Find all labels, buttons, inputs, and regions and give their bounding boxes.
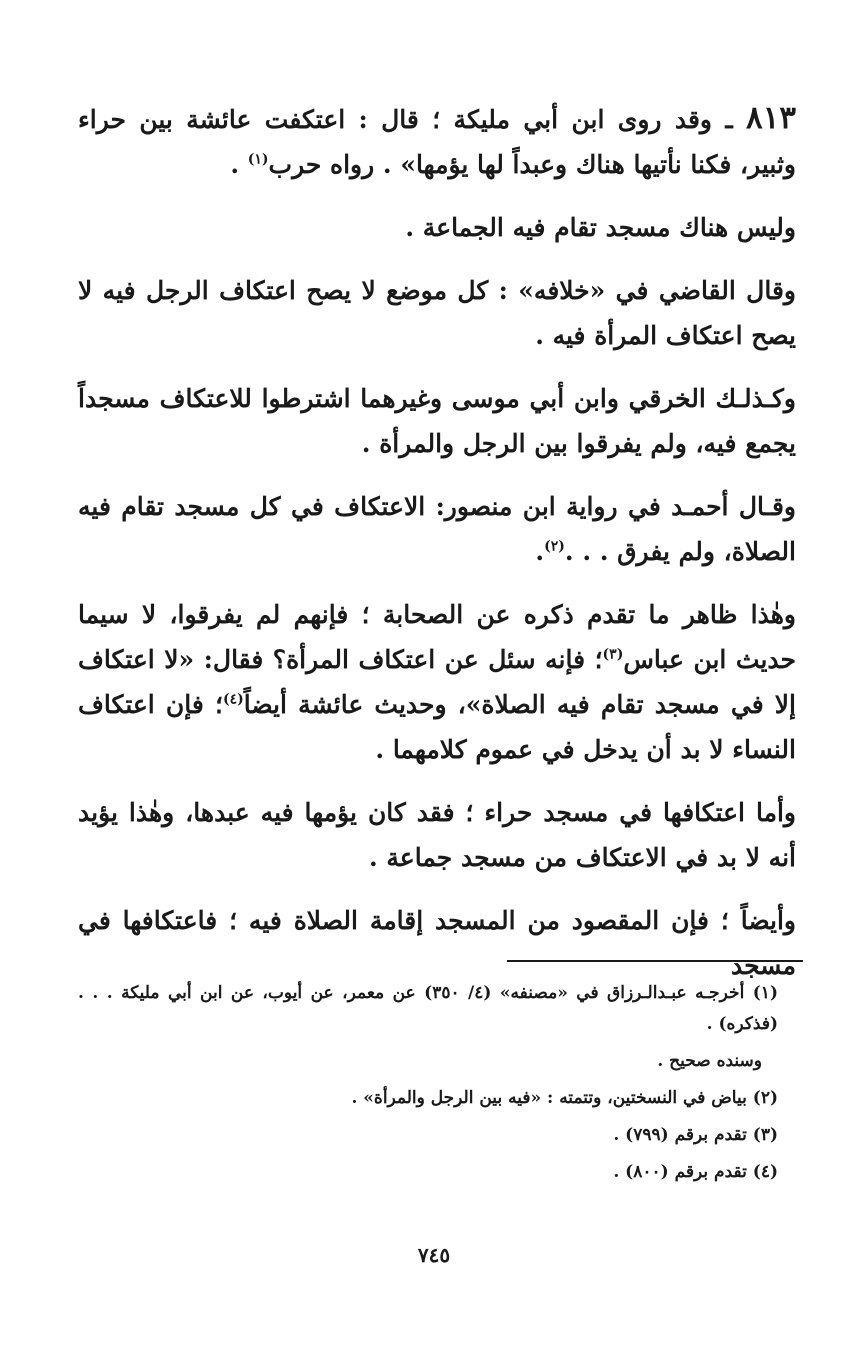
paragraph-4	[78, 376, 796, 466]
paragraph-2	[78, 205, 796, 250]
paragraph-5-text: وقـال أحمـد في رواية ابن منصور: الاعتكاف في كل مسجد تقام فيه الصلاة، ولم يفرق . . .	[78, 492, 796, 566]
paragraph-1	[78, 96, 796, 187]
page-number: ٧٤٥	[417, 1243, 451, 1267]
entry-number: ٨١٣	[746, 100, 796, 136]
paragraph-6	[78, 592, 796, 772]
paragraph-1-tail: .	[230, 150, 248, 179]
footnote-4: (٤) تقدم برقم (٨٠٠) .	[613, 1162, 778, 1182]
paragraph-6-text: وهٰذا ظاهر ما تقدم ذكره عن الصحابة ؛ فإنهم لم يفرقوا، لا سيما حديث ابن عباس	[78, 600, 796, 674]
paragraph-7-text: وأما اعتكافها في مسجد حراء ؛ فقد كان يؤمها فيه عبدها، وهٰذا يؤيد أنه لا بد في الاعتكاف من مسجد جماعة .	[78, 798, 796, 872]
paragraph-3-text: وقال القاضي في «خلافه» : كل موضع لا يصح اعتكاف الرجل فيه لا يصح اعتكاف المرأة فيه .	[78, 276, 796, 350]
paragraph-2-text: وليس هناك مسجد تقام فيه الجماعة .	[405, 213, 796, 242]
paragraph-6-tail: ؛ فإنه سئل عن اعتكاف المرأة؟ فقال: «لا اعتكاف إلا في مسجد تقام فيه الصلاة»، وحديث عائشة أيضاً	[78, 645, 796, 719]
paragraph-8	[78, 898, 796, 988]
paragraph-4-text: وكـذلـك الخرقي وابن أبي موسى وغيرهما اشترطوا للاعتكاف مسجداً يجمع فيه، ولم يفرقوا بين الرجل والمرأة .	[78, 384, 796, 458]
footnote-1-note: وسنده صحيح .	[657, 1051, 762, 1071]
footnote-1: (١) أخرجـه عبـدالـرزاق في «مصنفه» (٤/ ٣٥٠) عن معمر، عن أيوب، عن ابن أبي مليكة . . . (فذكره) .	[78, 983, 778, 1034]
paragraph-5-tail: .	[535, 537, 545, 566]
footnote-ref-2[interactable]: (٢)	[544, 538, 565, 555]
footnote-divider	[507, 960, 803, 962]
footnote-3: (٣) تقدم برقم (٧٩٩) .	[613, 1125, 778, 1145]
footnote-2: (٢) بياض في النسختين، وتتمته : «فيه بين الرجل والمرأة» .	[351, 1088, 778, 1108]
paragraph-3	[78, 268, 796, 358]
paragraph-5	[78, 484, 796, 574]
paragraph-8-text: وأيضاً ؛ فإن المقصود من المسجد إقامة الصلاة فيه ؛ فاعتكافها في مسجد	[78, 906, 796, 980]
paragraph-6-tail-2: ؛ فإن اعتكاف النساء لا بد أن يدخل في عموم كلامهما .	[78, 690, 796, 764]
paragraph-1-text: ـ وقد روى ابن أبي مليكة ؛ قال : اعتكفت عائشة بين حراء وثبير، فكنا نأتيها هناك وعبداً لها يؤمها» . رواه حرب	[78, 105, 796, 179]
paragraph-7	[78, 790, 796, 880]
footnotes-section	[78, 978, 778, 1194]
footnote-ref-3[interactable]: (٣)	[602, 646, 624, 663]
footnote-ref-1[interactable]: (١)	[247, 151, 269, 168]
footnote-ref-4[interactable]: (٤)	[222, 691, 244, 708]
main-text	[78, 96, 796, 1006]
